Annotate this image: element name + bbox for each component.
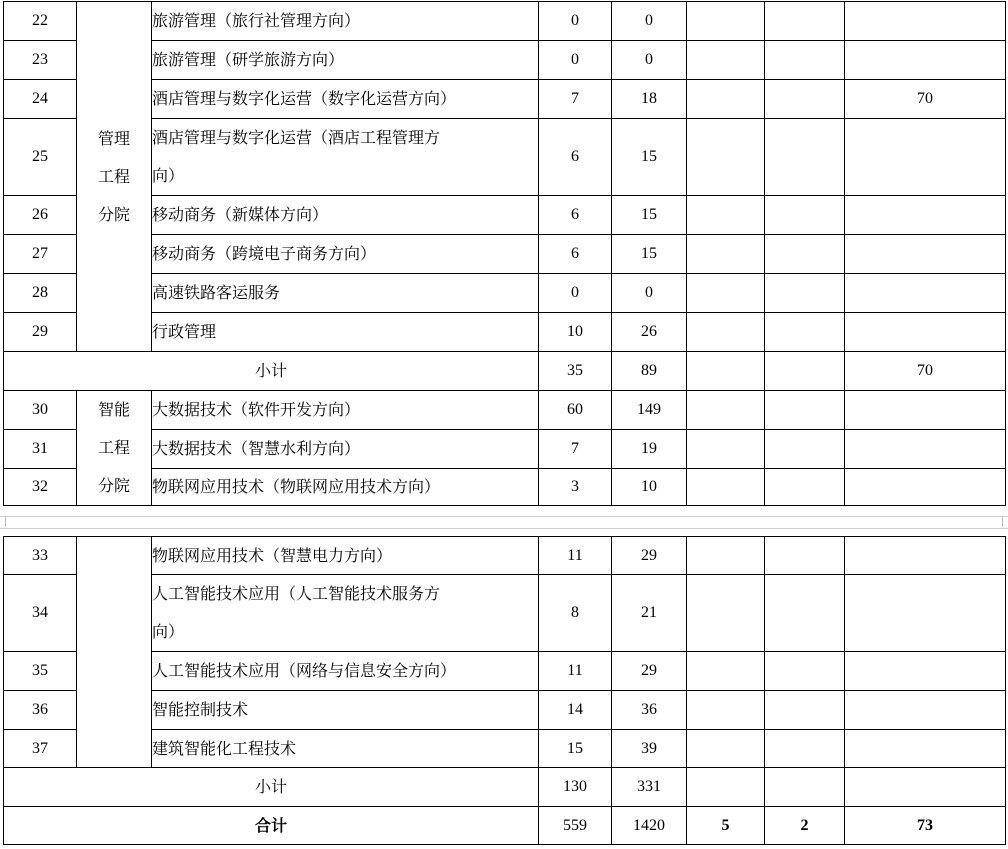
value-b: 26 — [612, 313, 687, 352]
major-name — [152, 575, 539, 652]
value-e — [845, 41, 1006, 80]
value-d — [765, 575, 845, 652]
enrollment-table-part2 — [3, 536, 1006, 845]
value-e — [845, 537, 1006, 575]
total-a: 559 — [539, 807, 612, 845]
value-a: 60 — [539, 391, 612, 430]
value-a: 6 — [539, 196, 612, 235]
major-name: 旅游管理（旅行社管理方向） — [152, 2, 539, 41]
value-e — [845, 235, 1006, 274]
table-row — [4, 313, 1006, 352]
value-d — [765, 652, 845, 691]
row-number: 36 — [4, 691, 77, 730]
row-number: 30 — [4, 391, 77, 430]
department-label-line: 分院 — [97, 204, 130, 224]
value-b: 0 — [612, 274, 687, 313]
value-d — [765, 691, 845, 730]
value-e — [845, 652, 1006, 691]
subtotal-label: 小计 — [4, 352, 539, 391]
department-cell-management — [77, 2, 152, 352]
major-name: 酒店管理与数字化运营（数字化运营方向） — [152, 80, 539, 119]
row-number: 31 — [4, 430, 77, 468]
row-number: 28 — [4, 274, 77, 313]
value-d — [765, 80, 845, 119]
value-c — [687, 119, 765, 196]
major-name-line: 向） — [152, 622, 185, 641]
value-c — [687, 2, 765, 41]
value-a: 7 — [539, 430, 612, 468]
value-b: 0 — [612, 2, 687, 41]
row-number: 35 — [4, 652, 77, 691]
value-d — [765, 468, 845, 505]
row-number: 25 — [4, 119, 77, 196]
value-d — [765, 430, 845, 468]
value-b: 21 — [612, 575, 687, 652]
value-c — [687, 730, 765, 768]
value-c — [687, 691, 765, 730]
table-row — [4, 196, 1006, 235]
value-e — [845, 196, 1006, 235]
value-b: 149 — [612, 391, 687, 430]
page-break-line — [0, 516, 1008, 517]
value-c — [687, 41, 765, 80]
subtotal-label: 小计 — [4, 768, 539, 807]
value-a: 0 — [539, 274, 612, 313]
value-b: 39 — [612, 730, 687, 768]
subtotal-e — [845, 768, 1006, 807]
value-e — [845, 313, 1006, 352]
subtotal-d — [765, 352, 845, 391]
table-row — [4, 730, 1006, 768]
department-label-line: 智能 — [97, 400, 130, 419]
department-label-line: 工程 — [97, 166, 130, 186]
table-row — [4, 235, 1006, 274]
total-label: 合计 — [4, 807, 539, 845]
table-row — [4, 537, 1006, 575]
total-d: 2 — [765, 807, 845, 845]
major-name: 物联网应用技术（智慧电力方向） — [152, 537, 539, 575]
row-number: 27 — [4, 235, 77, 274]
subtotal-c — [687, 352, 765, 391]
value-c — [687, 391, 765, 430]
department-label-line: 工程 — [97, 438, 130, 457]
table-row — [4, 575, 1006, 652]
value-d — [765, 274, 845, 313]
table-row — [4, 391, 1006, 430]
table-row — [4, 274, 1006, 313]
row-number: 37 — [4, 730, 77, 768]
value-a: 8 — [539, 575, 612, 652]
major-name: 行政管理 — [152, 313, 539, 352]
department-cell-intelligent — [77, 391, 152, 506]
subtotal-d — [765, 768, 845, 807]
department-label-line: 分院 — [97, 476, 130, 495]
value-d — [765, 235, 845, 274]
subtotal-b: 89 — [612, 352, 687, 391]
table-row — [4, 80, 1006, 119]
major-name-line: 向） — [152, 166, 185, 185]
value-a: 3 — [539, 468, 612, 505]
value-a: 11 — [539, 652, 612, 691]
value-e — [845, 391, 1006, 430]
value-c — [687, 80, 765, 119]
value-a: 6 — [539, 119, 612, 196]
value-c — [687, 575, 765, 652]
major-name: 移动商务（跨境电子商务方向） — [152, 235, 539, 274]
value-b: 15 — [612, 235, 687, 274]
value-c — [687, 468, 765, 505]
major-name: 高速铁路客运服务 — [152, 274, 539, 313]
value-c — [687, 313, 765, 352]
value-d — [765, 537, 845, 575]
row-number: 33 — [4, 537, 77, 575]
department-label-line: 管理 — [97, 128, 130, 148]
major-name: 大数据技术（智慧水利方向） — [152, 430, 539, 468]
table-row — [4, 468, 1006, 505]
value-e — [845, 430, 1006, 468]
row-number: 23 — [4, 41, 77, 80]
subtotal-row — [4, 352, 1006, 391]
subtotal-e: 70 — [845, 352, 1006, 391]
value-e — [845, 468, 1006, 505]
row-number: 32 — [4, 468, 77, 505]
value-b: 29 — [612, 537, 687, 575]
value-d — [765, 119, 845, 196]
major-name: 大数据技术（软件开发方向） — [152, 391, 539, 430]
value-b: 18 — [612, 80, 687, 119]
table-row — [4, 430, 1006, 468]
value-a: 7 — [539, 80, 612, 119]
value-b: 10 — [612, 468, 687, 505]
table-row — [4, 41, 1006, 80]
value-e — [845, 2, 1006, 41]
page-break — [0, 516, 1008, 530]
table-row — [4, 652, 1006, 691]
row-number: 24 — [4, 80, 77, 119]
value-a: 6 — [539, 235, 612, 274]
value-e — [845, 575, 1006, 652]
subtotal-a: 35 — [539, 352, 612, 391]
table-row — [4, 691, 1006, 730]
subtotal-b: 331 — [612, 768, 687, 807]
value-a: 0 — [539, 2, 612, 41]
value-b: 15 — [612, 119, 687, 196]
major-name: 旅游管理（研学旅游方向） — [152, 41, 539, 80]
department-cell-continued — [77, 537, 152, 768]
subtotal-c — [687, 768, 765, 807]
value-b: 0 — [612, 41, 687, 80]
value-a: 14 — [539, 691, 612, 730]
major-name-line: 人工智能技术应用（人工智能技术服务方 — [152, 584, 441, 603]
table-row — [4, 119, 1006, 196]
major-name — [152, 119, 539, 196]
table-row — [4, 2, 1006, 41]
value-d — [765, 391, 845, 430]
major-name: 智能控制技术 — [152, 691, 539, 730]
row-number: 22 — [4, 2, 77, 41]
value-d — [765, 2, 845, 41]
total-c: 5 — [687, 807, 765, 845]
value-b: 15 — [612, 196, 687, 235]
value-c — [687, 274, 765, 313]
value-b: 36 — [612, 691, 687, 730]
page-corner-mark — [1002, 517, 1003, 527]
subtotal-a: 130 — [539, 768, 612, 807]
total-b: 1420 — [612, 807, 687, 845]
total-row — [4, 807, 1006, 845]
value-a: 15 — [539, 730, 612, 768]
subtotal-row — [4, 768, 1006, 807]
page-break-line — [0, 528, 1008, 529]
major-name: 建筑智能化工程技术 — [152, 730, 539, 768]
value-b: 19 — [612, 430, 687, 468]
total-e: 73 — [845, 807, 1006, 845]
value-e: 70 — [845, 80, 1006, 119]
major-name: 物联网应用技术（物联网应用技术方向） — [152, 468, 539, 505]
value-e — [845, 730, 1006, 768]
value-b: 29 — [612, 652, 687, 691]
value-c — [687, 537, 765, 575]
page-corner-mark — [5, 517, 6, 527]
value-c — [687, 235, 765, 274]
value-e — [845, 691, 1006, 730]
value-d — [765, 41, 845, 80]
value-a: 10 — [539, 313, 612, 352]
value-e — [845, 274, 1006, 313]
value-d — [765, 730, 845, 768]
major-name: 移动商务（新媒体方向） — [152, 196, 539, 235]
value-c — [687, 196, 765, 235]
row-number: 26 — [4, 196, 77, 235]
enrollment-table-part1 — [3, 1, 1006, 506]
row-number: 29 — [4, 313, 77, 352]
row-number: 34 — [4, 575, 77, 652]
value-d — [765, 313, 845, 352]
value-c — [687, 652, 765, 691]
major-name-line: 酒店管理与数字化运营（酒店工程管理方 — [152, 128, 441, 147]
value-e — [845, 119, 1006, 196]
major-name: 人工智能技术应用（网络与信息安全方向） — [152, 652, 539, 691]
value-c — [687, 430, 765, 468]
value-a: 0 — [539, 41, 612, 80]
value-d — [765, 196, 845, 235]
value-a: 11 — [539, 537, 612, 575]
